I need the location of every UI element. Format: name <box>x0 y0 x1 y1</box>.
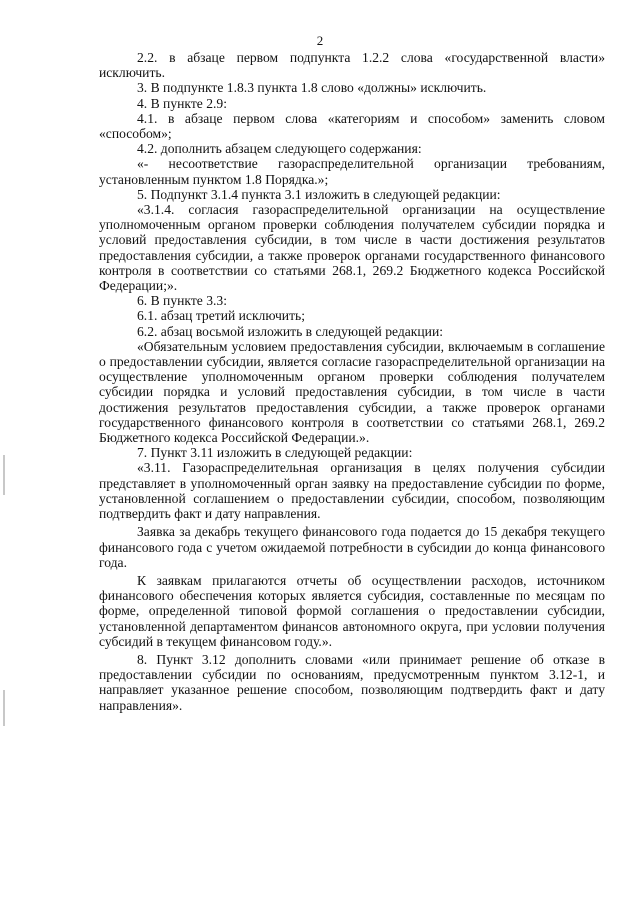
paragraph: 8. Пункт 3.12 дополнить словами «или принимает решение об отказе в предоставлении субсидии по основаниям, предусмотренным пунктом 3.12-1, и направляет указанное решение способом, позволяющим подтвердить факт и дату направления». <box>99 651 605 713</box>
paragraph: 4. В пункте 2.9: <box>137 95 227 111</box>
paragraph: 6. В пункте 3.3: <box>137 293 227 309</box>
paragraph: «Обязательным условием предоставления субсидии, включаемым в соглашение о предоставлении субсидии, является согласие газораспределительной организации на осуществление уполномоченным органом проверки соблюдения получателем субсидии порядка и условий предоставления субсидии, в том числе в части достижения результатов предоставления субсидии, а также проверок органами государственного финансового контроля в соответствии со статьями 268.1, 269.2 Бюджетного кодекса Российской Федерации.». <box>99 338 605 446</box>
paragraph: 5. Подпункт 3.1.4 пункта 3.1 изложить в следующей редакции: <box>137 186 501 202</box>
paragraph: К заявкам прилагаются отчеты об осуществлении расходов, источником финансового обеспечения которых является субсидия, составленные по месяцам по форме, определенной типовой формой соглашения о предоставлении субсидии, установленной департаментом финансов автономного округа, при условии получения субсидий в текущем финансовом году.». <box>99 572 605 649</box>
scan-edge-mark <box>3 690 5 726</box>
paragraph: 3. В подпункте 1.8.3 пункта 1.8 слово «должны» исключить. <box>137 80 487 96</box>
paragraph: 2.2. в абзаце первом подпункта 1.2.2 слова «государственной власти» исключить. <box>99 50 605 81</box>
scan-edge-mark <box>3 455 5 495</box>
paragraph: 6.2. абзац восьмой изложить в следующей редакции: <box>137 323 444 339</box>
document-body <box>99 50 605 713</box>
paragraph: «3.11. Газораспределительная организация в целях получения субсидии представляет в уполномоченный орган заявку на предоставление субсидии по форме, установленной соглашением о предоставлении субсидии, способом, позволяющим подтвердить факт и дату направления. <box>99 460 605 522</box>
paragraph: «3.1.4. согласия газораспределительной организации на осуществление уполномоченным органом проверки соблюдения получателем субсидии порядка и условий предоставления субсидии, в том числе в части достижения результатов предоставления субсидии, а также проверок органами государственного финансового контроля в соответствии со статьями 268.1, 269.2 Бюджетного кодекса Российской Федерации;». <box>99 202 605 294</box>
paragraph: «- несоответствие газораспределительной организации требованиям, установленным пунктом 1.8 Порядка.»; <box>99 156 605 187</box>
paragraph: 4.2. дополнить абзацем следующего содержания: <box>137 141 422 157</box>
paragraph: 6.1. абзац третий исключить; <box>137 308 306 324</box>
paragraph: Заявка за декабрь текущего финансового года подается до 15 декабря текущего финансового года с учетом ожидаемой потребности в субсидии до конца финансового года. <box>99 524 605 570</box>
paragraph: 7. Пункт 3.11 изложить в следующей редакции: <box>137 445 413 461</box>
paragraph: 4.1. в абзаце первом слова «категориям и способом» заменить словом «способом»; <box>99 110 605 142</box>
page-number: 2 <box>316 33 324 48</box>
